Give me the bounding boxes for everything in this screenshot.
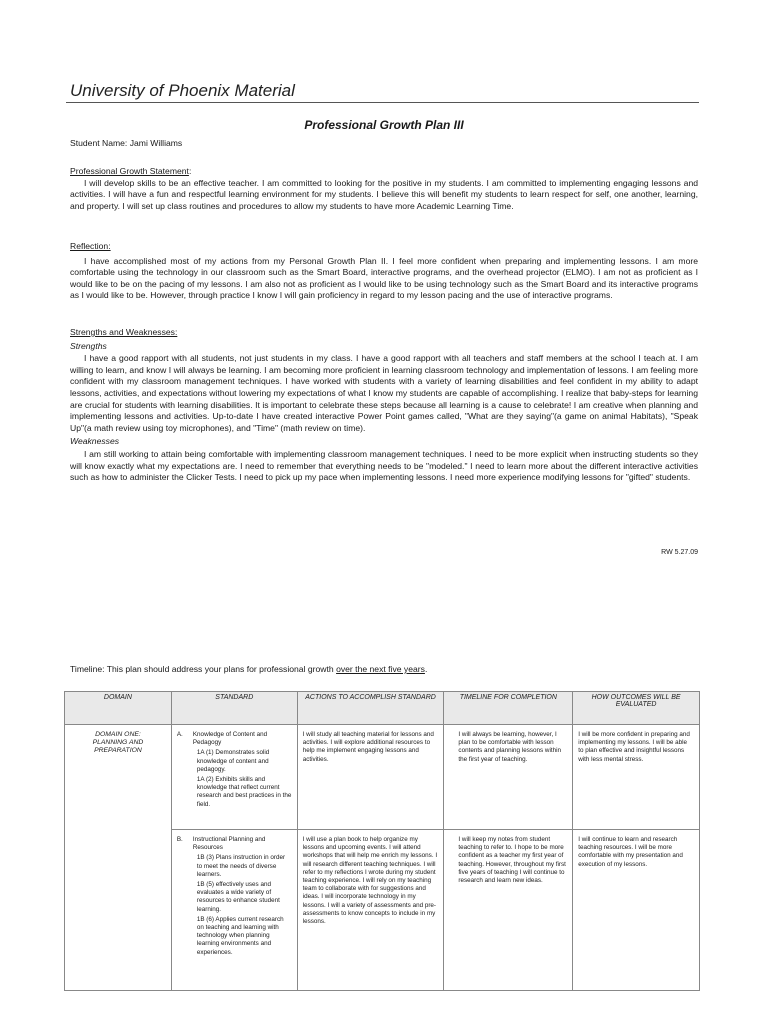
weaknesses-text: I am still working to attain being comfortable with implementing classroom management techniques. I need to be more explicit when instructing students so they will know exactly what my expectations are. I need to remember that everything needs to be "modeled." I need to learn more about the different interactive activities such as how to administer the Clicker Tests. I need to pick up my pace when implementing lessons. I need more experience modifying lessons for "gifted" students. [70,448,698,483]
col-header-standard: STANDARD [171,692,297,725]
strengths-label: Strengths [70,340,107,351]
standard-sub: 1B (6) Applies current research on teaching and learning with technology when planning learning environments and experiences. [196,915,284,956]
document-title: Professional Growth Plan III [304,118,464,132]
standard-cell [171,725,297,830]
actions-cell: I will use a plan book to help organize my lessons and upcoming events. I will attend workshops that will help me enrich my lessons. I will research different teaching techniques. I will refer to my reflections I wrote during my student teaching experience. I will rely on my teaching team to collaborate with for suggestions and ideas. I will incorporate technology in my lessons. I will a variety of assessments and pre-assessments to know concepts to include in my lessons. [297,830,444,991]
standard-title: Instructional Planning and Resources [192,836,266,852]
growth-plan-table [64,691,700,991]
standard-letter: B. [176,836,183,843]
col-header-domain: DOMAIN [65,692,172,725]
col-header-timeline: TIMELINE FOR COMPLETION [444,692,573,725]
table-header-row [65,692,700,725]
table-row [65,725,700,830]
standard-sub: 1A (2) Exhibits skills and knowledge that reflect current research and best practices in the field. [196,776,292,808]
growth-statement-heading [70,166,698,178]
evaluated-cell: I will be more confident in preparing and implementing my lessons. I will be able to plan effective and insightful lessons with less mental stress. [573,725,700,830]
strengths-weaknesses-section [70,327,698,484]
timeline-cell: I will always be learning, however, I plan to be comfortable with lesson contents and planning lessons within the first year of teaching. [444,725,573,830]
timeline-prefix: Timeline: This plan should address your plans for professional growth [70,664,337,674]
growth-statement-section [70,166,698,212]
strengths-text: I have a good rapport with all students, not just students in my class. I have a good rapport with all teachers and staff members at the school I teach at. I am willing to learn, and know I will always be learning. I am becoming more proficient in learning classroom technology and implementation of lessons. I am feeling more confident with my classroom management techniques. I have worked with students with a variety of learning disabilities and feel confident in my ability to adapt lessons, activities, and expectations without lowering my expectations of what I know my students are capable of accomplishing. I realize that baby-steps for learning are crucial for students with learning disabilities. It is important to celebrate these steps because all learning is a cause to celebrate! I am creative when planning and implementing lessons and activities. Up-to-date I have created interactive Power Point games called, "What are they saying"(a game on animal Habitats), "Speak Up"(a math review using toy microphones), and "Time" (math review on time). [70,353,698,433]
revision-note: RW 5.27.09 [661,549,698,556]
timeline-note [70,664,427,674]
reflection-text: I have accomplished most of my actions from my Personal Growth Plan II. I feel more confident when preparing and implementing lessons. I am more comfortable using the technology in our classroom such as the Smart Board, interactive programs, and the overhead projector (ELMO). I am not as proficient as I would like to be on the pacing of my lessons. I am also not as proficient as I would like to be using technology such as the Smart Board and its interactive programs as I would like to be. However, through practice I know I will gain proficiency in regard to my lesson pacing and the use of interactive programs. [70,255,698,301]
growth-statement-colon: : [188,166,192,176]
timeline-underlined: over the next five years [336,664,425,674]
reflection-heading: Reflection: [70,241,111,251]
student-name-line [70,138,698,150]
reflection-section [70,241,698,302]
standard-letter: A. [176,731,183,738]
standard-cell [171,830,297,991]
header-divider [66,102,699,103]
timeline-suffix: . [424,664,428,674]
evaluated-cell: I will continue to learn and research teaching resources. I will be more comfortable with my presentation and execution of my lessons. [573,830,700,991]
standard-sub: 1A (1) Demonstrates solid knowledge of content and pedagogy. [196,749,270,773]
weaknesses-label: Weaknesses [70,436,120,447]
col-header-evaluated: HOW OUTCOMES WILL BE EVALUATED [573,692,700,725]
standard-sub: 1B (3) Plans instruction in order to meet the needs of diverse learners. [196,854,286,878]
domain-cell: DOMAIN ONE: PLANNING AND PREPARATION [65,725,172,991]
student-name-label: Student Name: [70,138,128,148]
timeline-cell: I will keep my notes from student teaching to refer to. I hope to be more confident as a teacher my first year of teaching. However, throughout my first five years of teaching I will continue to research and learn new ideas. [444,830,573,991]
actions-cell: I will study all teaching material for lessons and activities. I will explore additional resources to help me implement engaging lessons and activities. [297,725,444,830]
growth-statement-heading-text: Professional Growth Statement [70,166,189,176]
student-name: Jami Williams [129,138,183,148]
document-header: University of Phoenix Material [70,81,295,100]
growth-statement-text: I will develop skills to be an effective teacher. I am committed to looking for the positive in my students. I am committed to implementing engaging lessons and activities. I will have a fun and respectful learning environment for my students. I believe this will benefit my students to learn respect for self, one another, learning, and property. I will set up class routines and procedures to allow my students to have more Academic Learning Time. [70,177,698,211]
strengths-weaknesses-heading: Strengths and Weaknesses: [70,327,178,337]
col-header-actions: ACTIONS TO ACCOMPLISH STANDARD [297,692,444,725]
standard-sub: 1B (5) effectively uses and evaluates a wide variety of resources to enhance student learning. [196,881,280,913]
standard-title: Knowledge of Content and Pedagogy [192,731,268,747]
